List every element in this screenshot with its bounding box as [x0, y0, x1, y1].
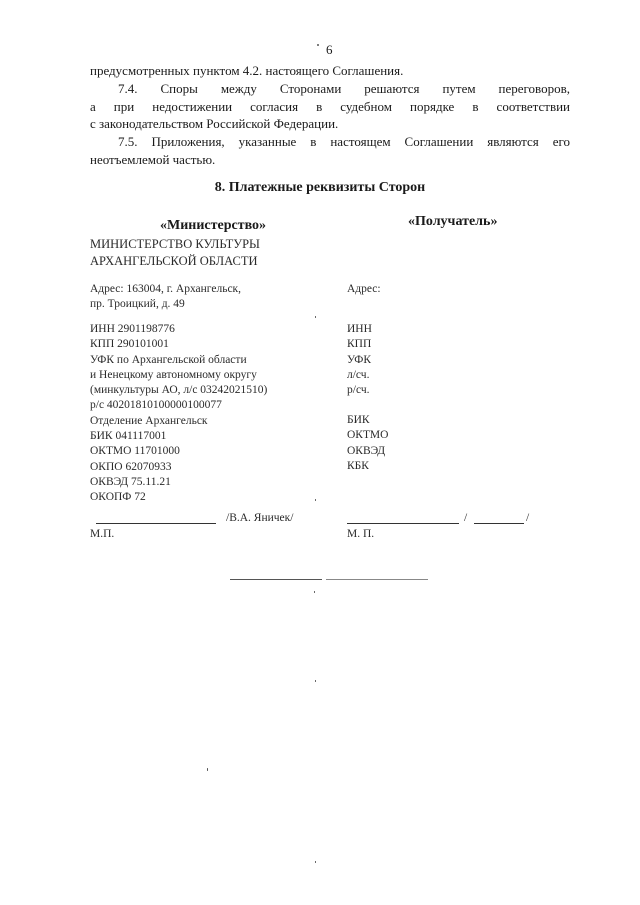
- page-number: 6: [326, 42, 333, 57]
- ministry-stamp-label: М.П.: [90, 528, 115, 540]
- recipient-detail-line: л/сч.: [347, 368, 370, 381]
- ministry-detail-line: КПП 290101001: [90, 338, 169, 351]
- ministry-detail-line: ОКТМО 11701000: [90, 445, 180, 458]
- recipient-detail-line: КБК: [347, 459, 369, 472]
- recipient-signature-line: [347, 523, 459, 524]
- paragraph-line: а при недостижении согласия в судебном порядке в соответствии: [90, 98, 570, 114]
- ministry-detail-line: и Ненецкому автономному округу: [90, 368, 257, 381]
- ministry-address: [90, 282, 241, 313]
- recipient-stamp-label: М. П.: [347, 528, 375, 540]
- scan-speck: [207, 768, 208, 771]
- recipient-detail-line: КПП: [347, 338, 372, 351]
- paragraph-line: с законодательством Российской Федерации.: [90, 116, 339, 131]
- scan-speck: [315, 499, 316, 501]
- recipient-details-group-1: [347, 322, 372, 398]
- ministry-detail-line: УФК по Архангельской области: [90, 353, 247, 366]
- ministry-detail-line: БИК 041117001: [90, 430, 167, 443]
- scan-speck: [317, 44, 319, 46]
- ministry-detail-line: Отделение Архангельск: [90, 414, 208, 427]
- paragraph-line: неотъемлемой частью.: [90, 151, 216, 167]
- paragraph-7-3-end: [90, 62, 570, 80]
- ministry-address-line: Адрес: 163004, г. Архангельск,: [90, 283, 242, 295]
- ministry-detail-line: р/с 40201810100000100077: [90, 399, 222, 412]
- ministry-detail-line: ИНН 2901198776: [90, 323, 175, 335]
- ministry-name-line: МИНИСТЕРСТВО КУЛЬТУРЫ: [90, 237, 260, 251]
- recipient-name-line: [474, 523, 524, 524]
- recipient-details-group-2: [347, 413, 388, 474]
- scan-speck: [315, 316, 316, 318]
- section-title: 8. Платежные реквизиты Сторон: [214, 180, 426, 195]
- paragraph-line: 7.5. Приложения, указанные в настоящем Соглашении являются его: [118, 134, 570, 149]
- ministry-detail-line: (минкультуры АО, л/с 03242021510): [90, 384, 268, 397]
- ministry-detail-line: ОКОПФ 72: [90, 491, 146, 504]
- ministry-signature-name: /В.А. Яничек/: [226, 512, 294, 524]
- scan-speck: [315, 680, 316, 682]
- scan-speck: [315, 861, 316, 863]
- scan-speck: [314, 591, 315, 593]
- recipient-detail-line: БИК: [347, 414, 370, 426]
- recipient-detail-line: УФК: [347, 353, 372, 366]
- ministry-bank-details: [90, 322, 267, 506]
- recipient-detail-line: ОКТМО: [347, 429, 389, 442]
- recipient-signature-end: /: [526, 512, 530, 524]
- recipient-signature-separator: /: [464, 512, 468, 524]
- recipient-address-label: Адрес:: [347, 283, 381, 295]
- paragraph-7-4: [90, 80, 570, 133]
- paragraph-line: 7.4. Споры между Сторонами решаются путем переговоров,: [118, 81, 570, 96]
- paragraph-7-5: [90, 133, 570, 168]
- recipient-detail-line: ОКВЭД: [347, 444, 386, 457]
- ministry-signature-line: [96, 523, 216, 524]
- ministry-address-line: пр. Троицкий, д. 49: [90, 298, 185, 311]
- ministry-heading: «Министерство»: [160, 218, 267, 233]
- ministry-detail-line: ОКПО 62070933: [90, 460, 172, 473]
- end-rule-left: [230, 579, 322, 580]
- recipient-detail-line: ИНН: [347, 323, 372, 335]
- recipient-heading: «Получатель»: [408, 214, 498, 229]
- ministry-name-line: АРХАНГЕЛЬСКОЙ ОБЛАСТИ: [90, 254, 258, 268]
- ministry-name: [90, 237, 260, 271]
- end-rule-right: [326, 579, 428, 580]
- ministry-detail-line: ОКВЭД 75.11.21: [90, 475, 171, 488]
- recipient-detail-line: р/сч.: [347, 384, 370, 397]
- paragraph-line: предусмотренных пунктом 4.2. настоящего Соглашения.: [90, 63, 404, 78]
